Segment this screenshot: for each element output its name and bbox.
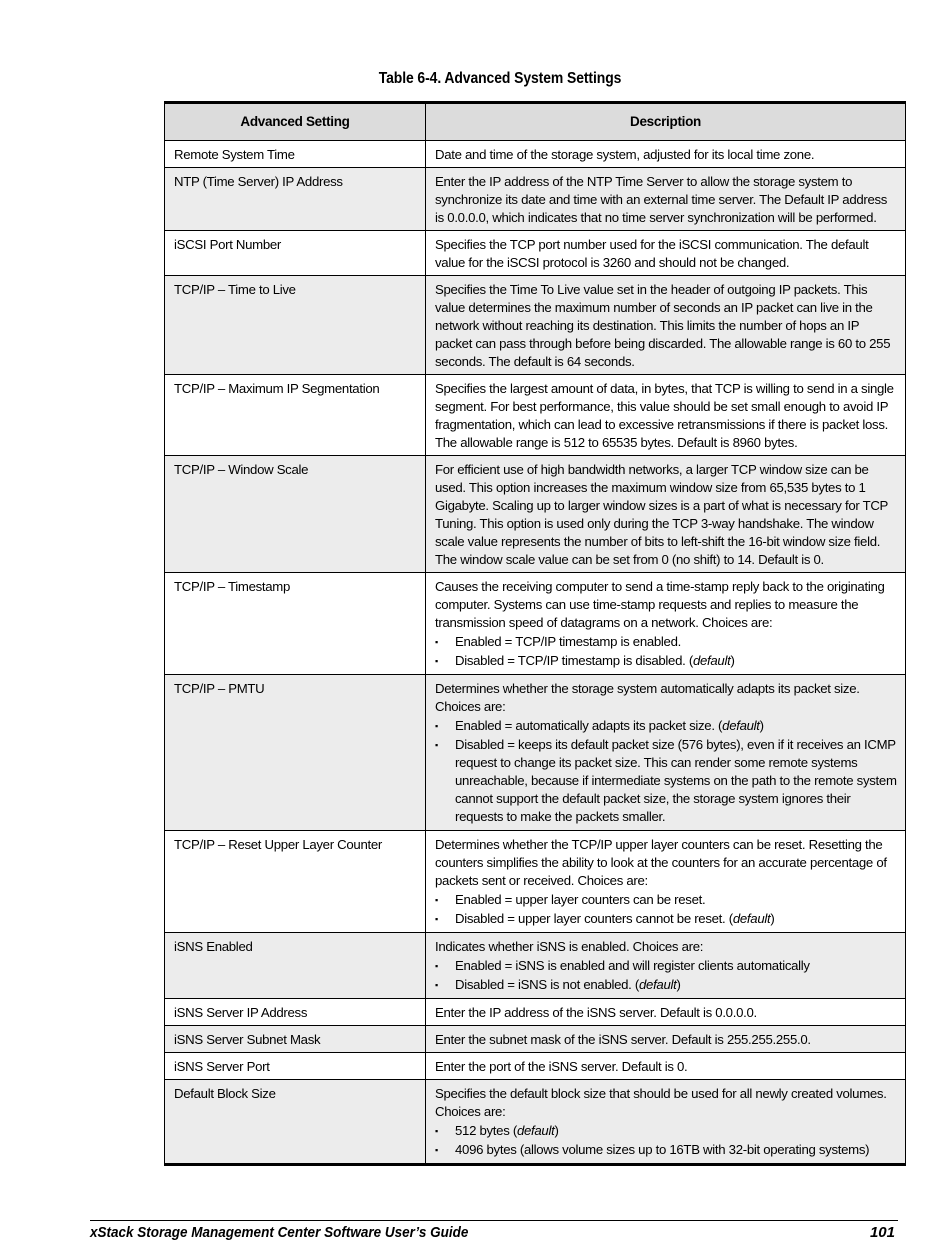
setting-description: Enter the IP address of the iSNS server. Default is 0.0.0.0.	[426, 999, 906, 1026]
choice-bullet	[435, 652, 899, 670]
footer-page-number: 101	[869, 1224, 895, 1241]
bullet-icon: ▪	[435, 656, 438, 666]
description-text: Specifies the default block size that should be used for all newly created volumes. Choices are:	[435, 1086, 887, 1119]
setting-description: Date and time of the storage system, adjusted for its local time zone.	[426, 141, 906, 168]
description-text: Indicates whether iSNS is enabled. Choices are:	[435, 939, 704, 954]
table-row	[165, 831, 906, 933]
choice-text-end: )	[759, 718, 764, 733]
choice-text: Disabled = iSNS is not enabled. (	[455, 977, 639, 992]
table-row	[165, 1053, 906, 1080]
setting-name: Default Block Size	[165, 1080, 426, 1165]
setting-name: Remote System Time	[165, 141, 426, 168]
setting-description	[426, 675, 906, 831]
table-row	[165, 276, 906, 375]
setting-description	[426, 1080, 906, 1165]
choice-bullet	[435, 717, 899, 735]
choice-bullet	[435, 736, 899, 826]
bullet-icon: ▪	[435, 1126, 438, 1136]
setting-name: iSNS Server Subnet Mask	[165, 1026, 426, 1053]
choice-text-end: )	[676, 977, 681, 992]
choice-text: Enabled = iSNS is enabled and will register clients automatically	[455, 958, 810, 973]
choice-text-end: )	[554, 1123, 559, 1138]
footer-divider	[90, 1220, 898, 1221]
setting-description: Enter the port of the iSNS server. Default is 0.	[426, 1053, 906, 1080]
bullet-icon: ▪	[435, 961, 438, 971]
setting-name: iSNS Server IP Address	[165, 999, 426, 1026]
table-row	[165, 999, 906, 1026]
setting-name: iSNS Server Port	[165, 1053, 426, 1080]
setting-name: TCP/IP – Window Scale	[165, 456, 426, 573]
default-marker: default	[722, 718, 760, 733]
table-row	[165, 573, 906, 675]
setting-name: TCP/IP – Timestamp	[165, 573, 426, 675]
setting-description: Specifies the Time To Live value set in the header of outgoing IP packets. This value determines the maximum number of seconds an IP packet can live in the network without reaching its destination. This limits the number of hops an IP packet can pass through before being discarded. The allowable range is 60 to 255 seconds. The default is 64 seconds.	[426, 276, 906, 375]
setting-name: iSNS Enabled	[165, 933, 426, 999]
choice-bullet	[435, 1122, 899, 1140]
setting-name: TCP/IP – Maximum IP Segmentation	[165, 375, 426, 456]
bullet-icon: ▪	[435, 980, 438, 990]
setting-name: TCP/IP – Time to Live	[165, 276, 426, 375]
choice-text-end: )	[730, 653, 735, 668]
table-row	[165, 1080, 906, 1165]
bullet-icon: ▪	[435, 721, 438, 731]
choice-bullet	[435, 957, 899, 975]
table-row	[165, 231, 906, 276]
choice-bullet	[435, 910, 899, 928]
table-row	[165, 141, 906, 168]
bullet-icon: ▪	[435, 637, 438, 647]
choice-text: Enabled = TCP/IP timestamp is enabled.	[455, 634, 681, 649]
default-marker: default	[732, 911, 771, 926]
choice-text: Enabled = upper layer counters can be reset.	[455, 892, 706, 907]
choice-text: Disabled = keeps its default packet size (576 bytes), even if it receives an ICMP request to change its packet size. This can render some remote systems unreachable, because if intermediate systems on the path to the remote system cannot support the default packet size, the storage system ignores their requests to make the packets smaller.	[455, 737, 897, 824]
table-row	[165, 675, 906, 831]
bullet-icon: ▪	[435, 914, 438, 924]
table-header-row	[165, 103, 906, 141]
default-marker: default	[639, 977, 677, 992]
choice-text: 512 bytes (	[455, 1123, 517, 1138]
default-marker: default	[692, 653, 731, 668]
choice-bullet	[435, 1141, 899, 1159]
setting-name: iSCSI Port Number	[165, 231, 426, 276]
description-text: Determines whether the TCP/IP upper layer counters can be reset. Resetting the counters simplifies the ability to look at the counters for an accurate percentage of packets sent or received. Choices are:	[435, 837, 887, 888]
setting-description	[426, 831, 906, 933]
column-header-description: Description	[426, 103, 906, 141]
bullet-icon: ▪	[435, 740, 438, 750]
bullet-icon: ▪	[435, 1145, 438, 1155]
choice-bullet	[435, 891, 899, 909]
setting-name: TCP/IP – Reset Upper Layer Counter	[165, 831, 426, 933]
footer-guide-title: xStack Storage Management Center Software User’s Guide	[90, 1224, 469, 1241]
choice-text-end: )	[770, 911, 775, 926]
bullet-icon: ▪	[435, 895, 438, 905]
choice-text: 4096 bytes (allows volume sizes up to 16TB with 32-bit operating systems)	[455, 1142, 870, 1157]
setting-description	[426, 573, 906, 675]
choice-bullet	[435, 976, 899, 994]
setting-description: Enter the subnet mask of the iSNS server. Default is 255.255.255.0.	[426, 1026, 906, 1053]
default-marker: default	[516, 1123, 555, 1138]
setting-description: Specifies the largest amount of data, in bytes, that TCP is willing to send in a single segment. For best performance, this value should be set small enough to avoid IP fragmentation, which can lead to excessive retransmissions if there is packet loss. The allowable range is 512 to 65535 bytes. Default is 8960 bytes.	[426, 375, 906, 456]
setting-description: For efficient use of high bandwidth networks, a larger TCP window size can be used. This option increases the maximum window size from 65,535 bytes to 1 Gigabyte. Scaling up to larger window sizes is a part of what is necessary for TCP Tuning. This option is used only during the TCP 3-way handshake. The window scale value represents the number of bits to left-shift the 16-bit window size field. The window scale value can be set from 0 (no shift) to 14. Default is 0.	[426, 456, 906, 573]
description-text: Causes the receiving computer to send a time-stamp reply back to the originating computer. Systems can use time-stamp requests and replies to measure the transmission speed of datagrams on a network. Choices are:	[435, 579, 885, 630]
table-row	[165, 456, 906, 573]
setting-description: Enter the IP address of the NTP Time Server to allow the storage system to synchronize its date and time with an external time server. The Default IP address is 0.0.0.0, which indicates that no time server synchronization will be performed.	[426, 168, 906, 231]
choice-bullet	[435, 633, 899, 651]
choice-text: Disabled = upper layer counters cannot be reset. (	[455, 911, 733, 926]
setting-description: Specifies the TCP port number used for the iSCSI communication. The default value for the iSCSI protocol is 3260 and should not be changed.	[426, 231, 906, 276]
description-text: Determines whether the storage system automatically adapts its packet size. Choices are:	[435, 681, 860, 714]
table-row	[165, 933, 906, 999]
table-row	[165, 375, 906, 456]
column-header-setting: Advanced Setting	[165, 103, 426, 141]
advanced-settings-table	[164, 101, 906, 1166]
table-row	[165, 1026, 906, 1053]
choice-text: Enabled = automatically adapts its packet size. (	[455, 718, 723, 733]
setting-name: TCP/IP – PMTU	[165, 675, 426, 831]
table-title: Table 6-4. Advanced System Settings	[378, 70, 622, 87]
choice-text: Disabled = TCP/IP timestamp is disabled. (	[455, 653, 693, 668]
table-row	[165, 168, 906, 231]
setting-description	[426, 933, 906, 999]
setting-name: NTP (Time Server) IP Address	[165, 168, 426, 231]
